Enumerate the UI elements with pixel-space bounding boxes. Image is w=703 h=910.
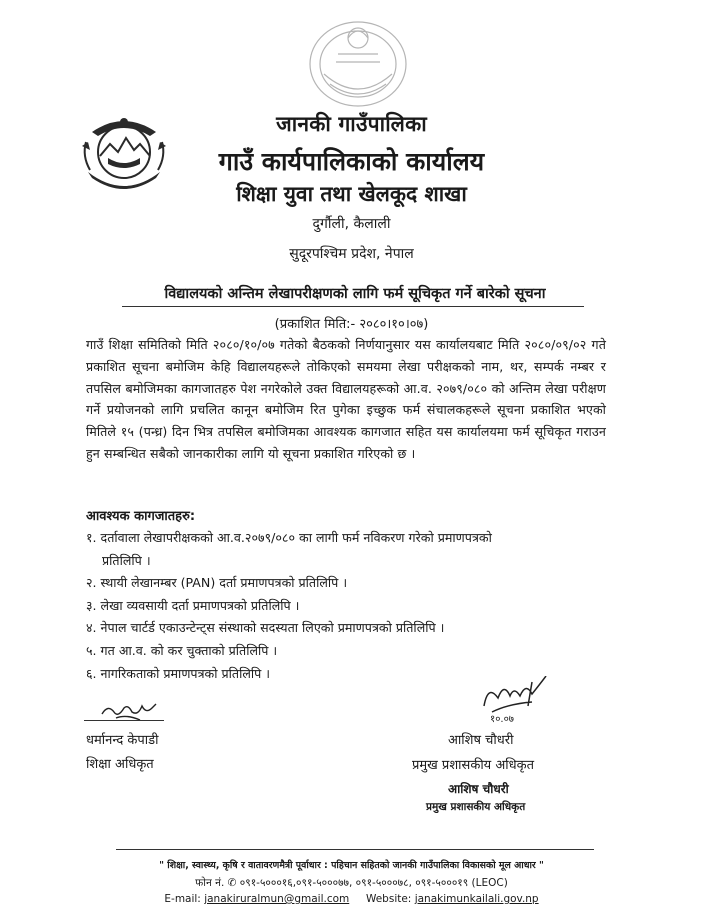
right-signatory-name: आशिष चौधरी bbox=[448, 733, 514, 748]
published-date: (प्रकाशित मिति:- २०८०।१०।०७) bbox=[274, 317, 429, 332]
signature-date: १०.०७ bbox=[490, 714, 514, 724]
email-label: E-mail: bbox=[164, 893, 201, 905]
footer-phone: फोन नं. ✆ ०९१-५०००१६,०९१-५०००७७, ०९१-५०००७८, ०९१-५०००१९ (LEOC) bbox=[195, 877, 508, 889]
address-line-2: सुदूरपश्चिम प्रदेश, नेपाल bbox=[289, 246, 414, 262]
list-item bbox=[86, 527, 626, 572]
website-link[interactable]: janakimunkailali.gov.np bbox=[414, 893, 539, 905]
notice-title: विद्यालयको अन्तिम लेखापरीक्षणको लागि फर्म सूचिकृत गर्ने बारेको सूचना bbox=[164, 286, 546, 302]
footer-contact bbox=[0, 893, 703, 905]
office-name: जानकी गाउँपालिका bbox=[276, 112, 427, 136]
left-signatory-title: शिक्षा अधिकृत bbox=[86, 757, 154, 772]
footer-divider bbox=[116, 849, 594, 850]
footer-slogan: " शिक्षा, स्वास्थ्य, कृषि र वातावरणमैत्री पूर्वाधार : पहिचान सहितको जानकी गाउँपालिका विकासको मूल आधार " bbox=[159, 860, 544, 871]
branch-name: शिक्षा युवा तथा खेलकूद शाखा bbox=[236, 182, 467, 206]
right-handwritten-signature bbox=[462, 676, 558, 724]
title-stamp: प्रमुख प्रशासकीय अधिकृत bbox=[426, 801, 526, 813]
notice-body: गाउँ शिक्षा समितिको मिति २०८०/१०/०७ गतेको बैठकको निर्णयानुसार यस कार्यालयबाट मिति २०८०/०९/०२ गते प्रकाशित सूचना बमोजिम केहि विद्यालयहरूले तोकिएको समयमा लेखा परीक्षकको नाम, थर, सम्पर्क नम्बर र तपसिल बमोजिमका कागजातहरु पेश नगरेकोले उक्त विद्यालयहरूको आ.व. २०७९/०८० को अन्तिम लेखा परीक्षण गर्ने प्रयोजनको लागि प्रचलित कानून बमोजिम रित पुगेका इच्छुक फर्म संचालकहरूले सूचना प्रकाशित भएको मितिले १५ (पन्ध्र) दिन भित्र तपसिल बमोजिमका आवश्यक कागजात सहित यस कार्यालयमा फर्म सूचिकृत गराउन हुन सम्बन्धित सबैको जानकारीका लागि यो सूचना प्रकाशित गरिएको छ । bbox=[86, 337, 606, 461]
left-signatory-name: धर्मानन्द केपाडी bbox=[86, 733, 159, 748]
list-item: ५. गत आ.व. को कर चुक्ताको प्रतिलिपि । bbox=[86, 642, 278, 658]
email-link[interactable]: janakiruralmun@gmail.com bbox=[204, 893, 350, 905]
list-item-continuation: प्रतिलिपि । bbox=[102, 552, 151, 568]
left-handwritten-signature bbox=[98, 700, 160, 726]
address-line-1: दुर्गौली, कैलाली bbox=[312, 216, 391, 232]
office-title: गाउँ कार्यपालिकाको कार्यालय bbox=[218, 147, 485, 176]
requirements-list bbox=[86, 527, 626, 685]
list-item: ६. नागरिकताको प्रमाणपत्रको प्रतिलिपि । bbox=[86, 665, 271, 681]
office-seal-stamp-icon bbox=[302, 14, 414, 114]
right-signatory-title: प्रमुख प्रशासकीय अधिकृत bbox=[412, 758, 535, 773]
name-stamp: आशिष चौधरी bbox=[448, 782, 509, 796]
list-item-text: १. दर्तावाला लेखापरीक्षकको आ.व.२०७९/०८० का लागी फर्म नविकरण गरेको प्रमाणपत्रको bbox=[86, 530, 492, 545]
requirements-heading: आवश्यक कागजातहरु: bbox=[86, 509, 196, 524]
list-item: ३. लेखा व्यवसायी दर्ता प्रमाणपत्रको प्रतिलिपि । bbox=[86, 597, 300, 613]
signature-line bbox=[84, 720, 164, 721]
title-underline bbox=[122, 306, 584, 307]
list-item: २. स्थायी लेखानम्बर (PAN) दर्ता प्रमाणपत्रको प्रतिलिपि । bbox=[86, 575, 348, 591]
website-label: Website: bbox=[365, 893, 412, 905]
list-item: ४. नेपाल चार्टर्ड एकाउन्टेन्ट्स संस्थाको सदस्यता लिएको प्रमाणपत्रको प्रतिलिपि । bbox=[86, 620, 445, 636]
